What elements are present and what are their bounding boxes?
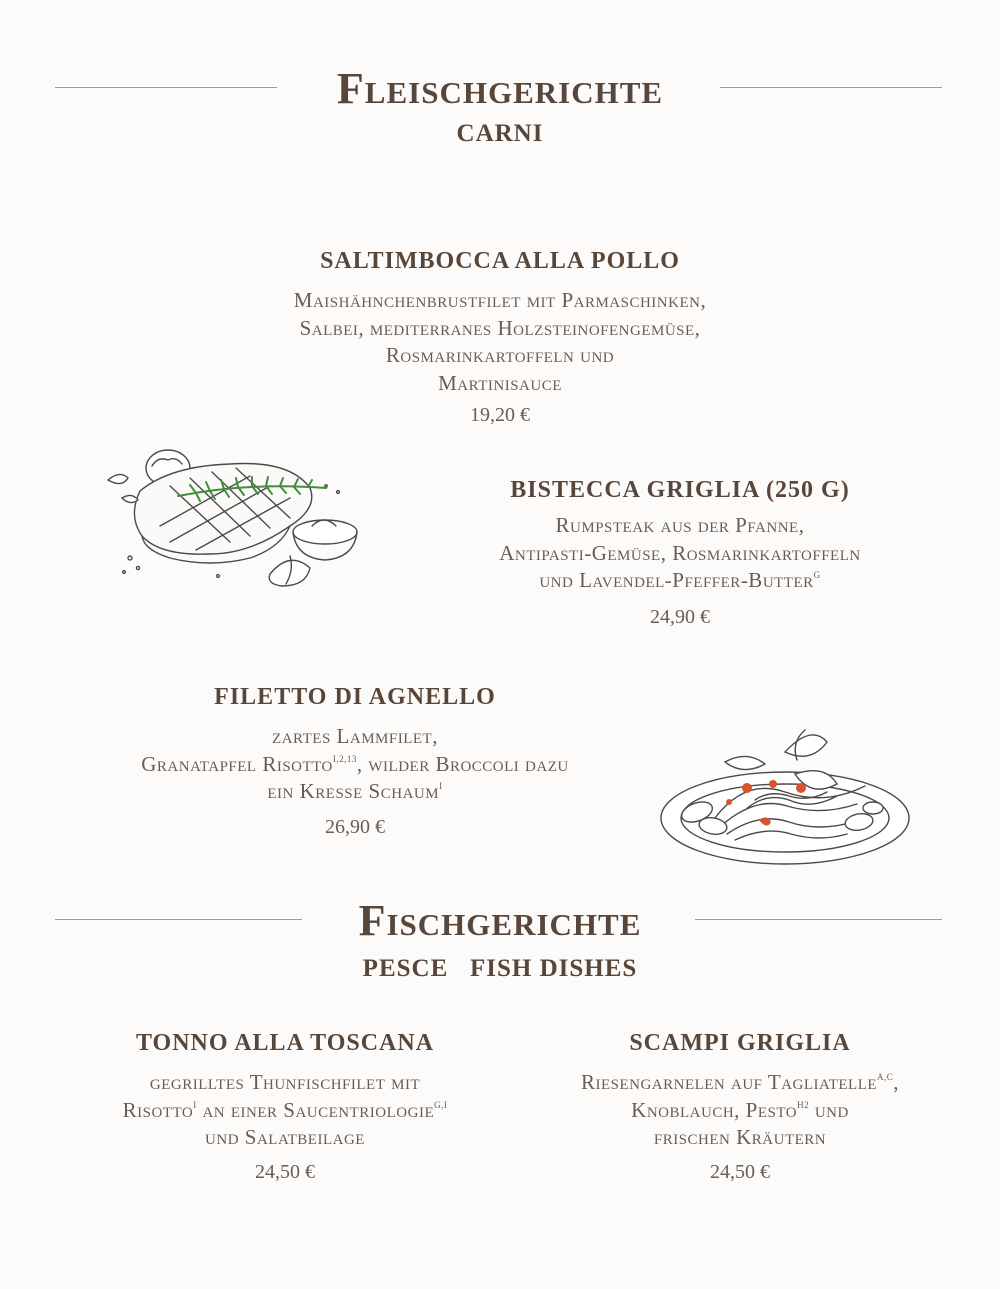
pasta-illustration	[655, 722, 915, 872]
desc-line: Risotto$^I$ an einer Saucentriologie$^{G,I}$	[122, 1097, 448, 1122]
dish-price: 26,90 €	[325, 816, 385, 838]
dish-name: SCAMPI GRIGLIA	[629, 1030, 851, 1056]
section-subtitle-meat: CARNI	[456, 120, 544, 147]
desc-line: ein Kresse Schaum$^I$	[267, 779, 443, 803]
section-title-fish: Fischgerichte	[358, 896, 642, 945]
dish-name: FILETTO DI AGNELLO	[214, 684, 496, 710]
dish-name: BISTECCA GRIGLIA (250 G)	[510, 477, 850, 503]
allergen-code: I	[193, 1099, 197, 1110]
dish-description	[420, 512, 940, 595]
steak-illustration	[100, 446, 370, 594]
dish-price: 24,50 €	[255, 1161, 315, 1183]
desc-line: Rumpsteak aus der Pfanne,	[555, 513, 805, 537]
dish-name: TONNO ALLA TOSCANA	[135, 1030, 435, 1056]
dish-price: 24,90 €	[650, 606, 710, 628]
desc-line: Granatapfel Risotto$^{I,2,13}$, wilder Broccoli dazu	[141, 751, 569, 776]
dish-name: SALTIMBOCCA ALLA POLLO	[320, 248, 680, 274]
desc-line: Riesengarnelen auf Tagliatelle$^{A,C}$,	[580, 1070, 900, 1094]
desc-line: Martinisauce	[438, 370, 562, 395]
desc-line: gegrilltes Thunfischfilet mit	[149, 1070, 421, 1094]
section-title-meat: Fleischgerichte	[336, 64, 664, 113]
desc-line: frischen Kräutern	[653, 1125, 827, 1149]
desc-line: zartes Lammfilet,	[272, 724, 438, 748]
desc-line: Knoblauch, Pesto$^{H2}$ und	[631, 1097, 849, 1122]
dish-price: 19,20 €	[470, 404, 530, 426]
allergen-code: I,2,13	[332, 753, 357, 764]
desc-line: Rosmarinkartoffeln und	[385, 343, 615, 367]
desc-line: und Lavendel-Pfeffer-Butter$^G$	[539, 568, 821, 592]
dish-description	[55, 723, 655, 806]
dish-description	[170, 287, 830, 397]
desc-line: Maishähnchenbrustfilet mit Parmaschinken,	[293, 288, 707, 312]
desc-line: Salbei, mediterranes Holzsteinofengemüse,	[299, 315, 701, 340]
dish-description	[480, 1069, 1000, 1152]
allergen-code: G,I	[434, 1099, 448, 1110]
allergen-code: A,C	[877, 1072, 894, 1082]
allergen-code: H2	[797, 1099, 810, 1110]
dish-description	[25, 1069, 545, 1152]
allergen-code: G	[813, 570, 821, 580]
desc-line: Antipasti-Gemüse, Rosmarinkartoffeln	[499, 540, 861, 565]
allergen-code: I	[439, 781, 443, 791]
desc-line: und Salatbeilage	[205, 1125, 365, 1149]
section-subtitle-fish: PESCE FISH DISHES	[362, 955, 638, 982]
dish-price: 24,50 €	[710, 1161, 770, 1183]
